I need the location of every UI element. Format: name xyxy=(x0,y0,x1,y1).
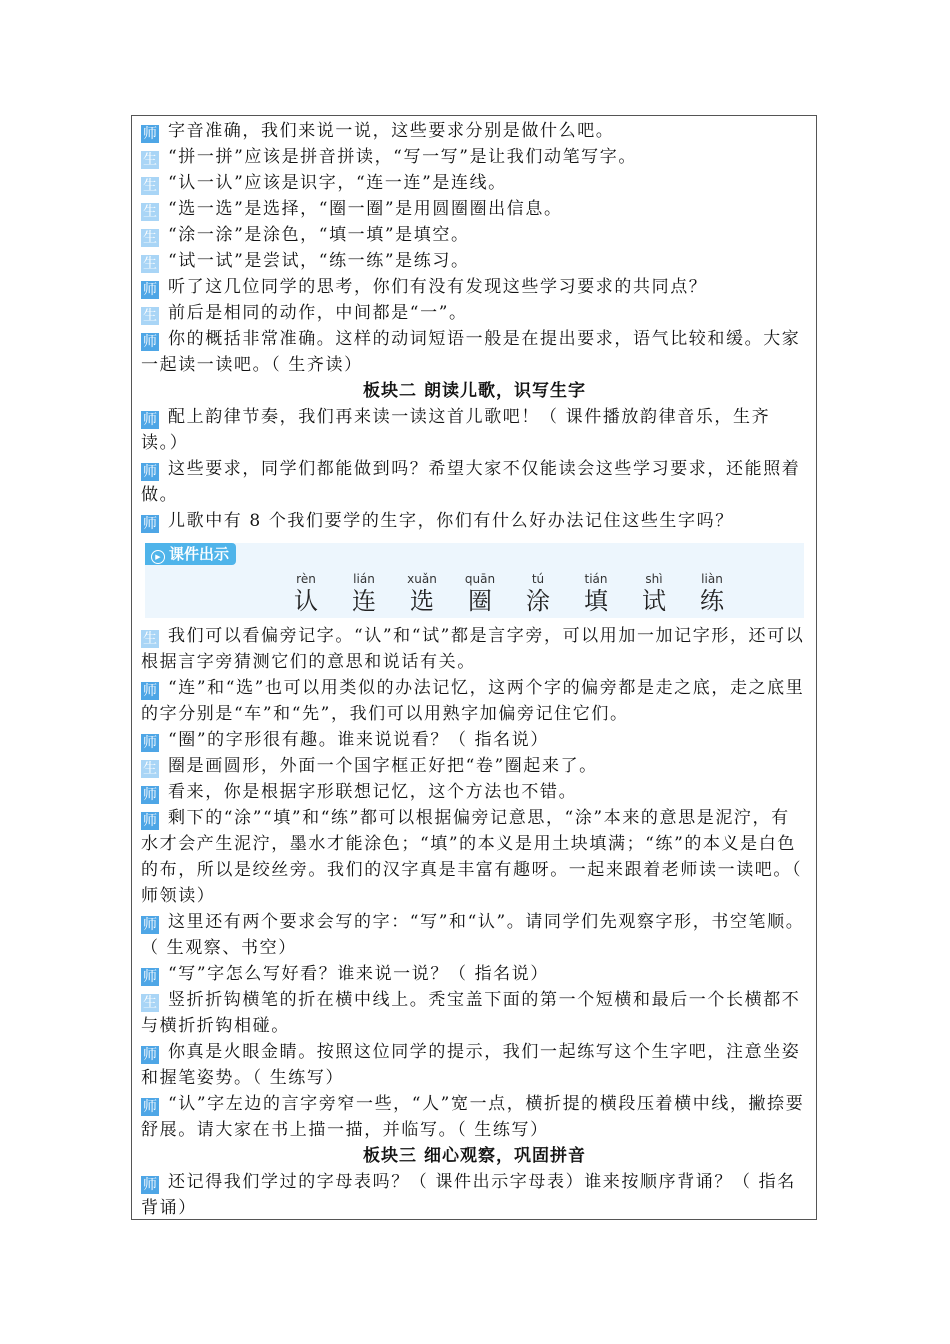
pinyin: liàn xyxy=(701,572,723,586)
student-line xyxy=(141,222,808,248)
character-card xyxy=(335,572,393,616)
line-text: “连”和“选”也可以用类似的办法记忆，这两个字的偏旁都是走之底，走之底里的字分别是“车”和“先”，我们可以用熟字加偏旁记住它们。 xyxy=(141,678,805,724)
student-badge-icon: 生 xyxy=(143,152,157,168)
line-text: 竖折折钩横笔的折在横中线上。秃宝盖下面的第一个短横和最后一个长横都不与横折折钩相碰。 xyxy=(141,990,801,1036)
teacher-badge-icon: 师 xyxy=(143,683,157,699)
hanzi: 填 xyxy=(584,587,608,615)
pinyin: tián xyxy=(584,572,608,586)
pinyin: xuǎn xyxy=(407,572,437,586)
teacher-line xyxy=(141,675,808,727)
line-text: 配上韵律节奏，我们再来读一读这首儿歌吧！（ 课件播放韵律音乐，生齐读。） xyxy=(141,407,771,453)
dialogue-block-1 xyxy=(141,118,808,378)
student-line xyxy=(141,987,808,1039)
pinyin: quān xyxy=(464,572,496,586)
line-text: 圈是画圆形，外面一个国字框正好把“卷”圈起来了。 xyxy=(168,756,598,776)
hanzi: 试 xyxy=(642,587,666,615)
teacher-line xyxy=(141,508,808,534)
line-text: 你真是火眼金睛。按照这位同学的提示，我们一起练写这个生字吧，注意坐姿和握笔姿势。（ 生练写） xyxy=(141,1042,801,1088)
teacher-line xyxy=(141,118,808,144)
line-text: 看来，你是根据字形联想记忆，这个方法也不错。 xyxy=(168,782,578,802)
line-text: 这里还有两个要求会写的字：“写”和“认”。请同学们先观察字形，书空笔顺。（ 生观察、书空） xyxy=(141,912,805,958)
line-text: “圈”的字形很有趣。谁来说说看？（ 指名说） xyxy=(168,730,549,750)
student-line xyxy=(141,196,808,222)
character-card xyxy=(451,572,509,616)
line-text: “试一试”是尝试，“练一练”是练习。 xyxy=(168,251,470,271)
teacher-line xyxy=(141,779,808,805)
pinyin: lián xyxy=(353,572,375,586)
hanzi: 认 xyxy=(294,587,318,615)
teacher-badge-icon: 师 xyxy=(143,1099,157,1115)
student-badge-icon: 生 xyxy=(143,631,157,647)
teacher-badge-icon: 师 xyxy=(143,516,157,532)
line-text: 还记得我们学过的字母表吗？（ 课件出示字母表）谁来按顺序背诵？（ 指名背诵） xyxy=(141,1172,796,1218)
teacher-badge-icon: 师 xyxy=(143,917,157,933)
student-badge-icon: 生 xyxy=(143,995,157,1011)
teacher-line xyxy=(141,326,808,378)
pinyin: tú xyxy=(531,572,545,586)
line-text: “认一认”应该是识字，“连一连”是连线。 xyxy=(168,173,507,193)
character-card xyxy=(393,572,451,616)
student-badge-icon: 生 xyxy=(143,204,157,220)
line-text: 这些要求，同学们都能做到吗？希望大家不仅能读会这些学习要求，还能照着做。 xyxy=(141,459,801,505)
hanzi: 涂 xyxy=(526,587,550,615)
hanzi: 连 xyxy=(352,587,376,615)
character-card xyxy=(509,572,567,616)
line-text: 字音准确，我们来说一说，这些要求分别是做什么吧。 xyxy=(168,121,615,141)
teacher-line xyxy=(141,805,808,909)
teacher-line xyxy=(141,961,808,987)
student-line xyxy=(141,248,808,274)
section-heading-2: 板块二 朗读儿歌，识写生字 xyxy=(363,381,586,401)
teacher-line xyxy=(141,404,808,456)
student-badge-icon: 生 xyxy=(143,178,157,194)
teacher-badge-icon: 师 xyxy=(143,813,157,829)
teacher-line xyxy=(141,1039,808,1091)
student-line xyxy=(141,170,808,196)
pinyin: rèn xyxy=(296,572,316,586)
line-text: 前后是相同的动作，中间都是“一”。 xyxy=(168,303,468,323)
teacher-line xyxy=(141,1091,808,1143)
teacher-badge-icon: 师 xyxy=(143,787,157,803)
line-text: 你的概括非常准确。这样的动词短语一般是在提出要求，语气比较和缓。大家一起读一读吧。（ 生齐读） xyxy=(141,329,801,375)
character-card xyxy=(567,572,625,616)
teacher-badge-icon: 师 xyxy=(143,1177,157,1193)
new-characters-list xyxy=(277,572,741,616)
teacher-line xyxy=(141,1169,808,1221)
line-text: “写”字怎么写好看？谁来说一说？（ 指名说） xyxy=(168,964,549,984)
student-badge-icon: 生 xyxy=(143,308,157,324)
teacher-badge-icon: 师 xyxy=(143,282,157,298)
teacher-badge-icon: 师 xyxy=(143,126,157,142)
hanzi: 圈 xyxy=(468,587,492,615)
teacher-line xyxy=(141,909,808,961)
teacher-badge-icon: 师 xyxy=(143,412,157,428)
line-text: 剩下的“涂”“填”和“练”都可以根据偏旁记意思，“涂”本来的意思是泥泞，有水才会产生泥泞，墨水才能涂色；“填”的本义是用土块填满；“练”的本义是白色的布，所以是绞丝旁。我们的汉字真是丰富有趣呀。一起来跟着老师读一读吧。（ 师领读） xyxy=(141,808,803,906)
student-badge-icon: 生 xyxy=(143,230,157,246)
courseware-tag xyxy=(145,543,236,565)
teacher-badge-icon: 师 xyxy=(143,334,157,350)
line-text: 听了这几位同学的思考，你们有没有发现这些学习要求的共同点？ xyxy=(168,277,708,297)
line-text: “认”字左边的言字旁窄一些，“人”宽一点，横折提的横段压着横中线，撇捺要舒展。请大家在书上描一描，并临写。（ 生练写） xyxy=(141,1094,805,1140)
student-badge-icon: 生 xyxy=(143,761,157,777)
dialogue-block-2 xyxy=(141,404,808,534)
dialogue-block-4 xyxy=(141,1169,808,1221)
pinyin: shì xyxy=(645,572,663,586)
student-line xyxy=(141,623,808,675)
teacher-badge-icon: 师 xyxy=(143,464,157,480)
teacher-line xyxy=(141,727,808,753)
section-heading-3: 板块三 细心观察，巩固拼音 xyxy=(363,1146,586,1166)
hanzi: 选 xyxy=(410,587,434,615)
line-text: “选一选”是选择，“圈一圈”是用圆圈圈出信息。 xyxy=(168,199,563,219)
character-card xyxy=(683,572,741,616)
teacher-badge-icon: 师 xyxy=(143,969,157,985)
character-card xyxy=(277,572,335,616)
line-text: 我们可以看偏旁记字。“认”和“试”都是言字旁，可以用加一加记字形，还可以根据言字旁猜测它们的意思和说话有关。 xyxy=(141,626,805,672)
student-line xyxy=(141,144,808,170)
line-text: “涂一涂”是涂色，“填一填”是填空。 xyxy=(168,225,470,245)
courseware-display xyxy=(141,534,808,623)
line-text: “拼一拼”应该是拼音拼读，“写一写”是让我们动笔写字。 xyxy=(168,147,637,167)
character-card xyxy=(625,572,683,616)
play-icon: ▶ xyxy=(151,550,165,564)
teacher-badge-icon: 师 xyxy=(143,735,157,751)
student-badge-icon: 生 xyxy=(143,256,157,272)
teacher-line xyxy=(141,456,808,508)
student-line xyxy=(141,753,808,779)
student-line xyxy=(141,300,808,326)
teacher-line xyxy=(141,274,808,300)
hanzi: 练 xyxy=(700,587,724,615)
dialogue-block-3 xyxy=(141,623,808,1143)
lesson-plan-table-cell xyxy=(131,115,817,1220)
courseware-tag-label: 课件出示 xyxy=(169,545,230,563)
teacher-badge-icon: 师 xyxy=(143,1047,157,1063)
line-text: 儿歌中有 8 个我们要学的生字，你们有什么好办法记住这些生字吗？ xyxy=(168,511,734,531)
